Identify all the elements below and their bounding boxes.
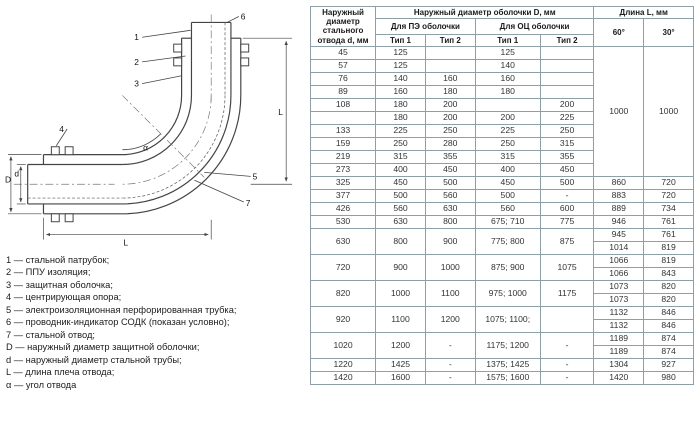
table-cell: 1575; 1600 bbox=[475, 371, 540, 384]
table-cell: 1420 bbox=[311, 371, 376, 384]
table-cell: 1220 bbox=[311, 358, 376, 371]
legend-list bbox=[4, 250, 302, 391]
table-cell: 250 bbox=[425, 124, 475, 137]
table-cell: 500 bbox=[475, 189, 540, 202]
legend-item: 1 — стальной патрубок; bbox=[6, 255, 110, 265]
table-cell: 846 bbox=[644, 306, 694, 319]
callout-6: 6 bbox=[240, 11, 246, 22]
header-oc-casing: Для ОЦ оболочки bbox=[475, 19, 594, 34]
table-cell: 920 bbox=[311, 306, 376, 332]
table-cell: 225 bbox=[376, 124, 426, 137]
table-cell: 630 bbox=[311, 228, 376, 254]
table-cell: 1000 bbox=[376, 280, 426, 306]
dim-label-d: d bbox=[14, 168, 20, 179]
table-cell: 160 bbox=[376, 85, 426, 98]
table-cell: 159 bbox=[311, 137, 376, 150]
table-cell: 819 bbox=[644, 254, 694, 267]
table-row bbox=[311, 228, 694, 241]
table-cell: 1100 bbox=[425, 280, 475, 306]
table-cell: 450 bbox=[475, 176, 540, 189]
table-cell: 125 bbox=[475, 46, 540, 59]
table-cell: 450 bbox=[540, 163, 594, 176]
callout-4: 4 bbox=[59, 123, 64, 134]
table-row bbox=[311, 371, 694, 384]
table-cell: 875 bbox=[540, 228, 594, 254]
left-panel bbox=[4, 6, 302, 428]
table-cell bbox=[540, 72, 594, 85]
table-row bbox=[311, 254, 694, 267]
table-cell: 1073 bbox=[594, 280, 644, 293]
sodk-conductor-line bbox=[28, 22, 225, 198]
table-cell: 225 bbox=[475, 124, 540, 137]
callout-1: 1 bbox=[134, 32, 139, 43]
table-cell: 1132 bbox=[594, 319, 644, 332]
table-cell: 45 bbox=[311, 46, 376, 59]
table-cell: 76 bbox=[311, 72, 376, 85]
table-cell: 1020 bbox=[311, 332, 376, 358]
table-cell: 820 bbox=[644, 280, 694, 293]
table-cell: 846 bbox=[644, 319, 694, 332]
table-cell: 1175; 1200 bbox=[475, 332, 540, 358]
table-cell: 1132 bbox=[594, 306, 644, 319]
coupling-blocks bbox=[51, 44, 248, 222]
table-cell: 720 bbox=[644, 176, 694, 189]
table-cell: 1014 bbox=[594, 241, 644, 254]
table-cell: 1075 bbox=[540, 254, 594, 280]
legend-item: 4 — центрирующая опора; bbox=[6, 292, 122, 303]
table-cell: 325 bbox=[311, 176, 376, 189]
table-cell: - bbox=[425, 371, 475, 384]
table-cell: 800 bbox=[425, 215, 475, 228]
table-cell: 900 bbox=[376, 254, 426, 280]
table-cell: 600 bbox=[540, 202, 594, 215]
header-oc-type1: Тип 1 bbox=[475, 34, 540, 46]
dim-label-L-horizontal: L bbox=[123, 237, 129, 248]
table-cell: - bbox=[540, 358, 594, 371]
table-cell: 560 bbox=[475, 202, 540, 215]
table-cell: 450 bbox=[376, 176, 426, 189]
header-pe-type2: Тип 2 bbox=[425, 34, 475, 46]
table-cell: 1075; 1100; bbox=[475, 306, 540, 332]
table-cell: 1375; 1425 bbox=[475, 358, 540, 371]
callout-2: 2 bbox=[134, 56, 139, 67]
header-angle-30: 30° bbox=[644, 19, 694, 47]
header-casing-diameter: Наружный диаметр оболочки D, мм bbox=[376, 7, 594, 19]
dimension-lines bbox=[8, 38, 292, 239]
table-cell: - bbox=[425, 332, 475, 358]
table-cell: 140 bbox=[475, 59, 540, 72]
table-cell: 675; 710 bbox=[475, 215, 540, 228]
table-cell: 200 bbox=[425, 98, 475, 111]
table-cell: 89 bbox=[311, 85, 376, 98]
table-cell: 889 bbox=[594, 202, 644, 215]
table-cell: 1066 bbox=[594, 267, 644, 280]
legend-item: 5 — электроизоляционная перфорированная трубка; bbox=[6, 304, 237, 315]
table-cell: 975; 1000 bbox=[475, 280, 540, 306]
table-cell: 1000 bbox=[425, 254, 475, 280]
table-cell: 180 bbox=[376, 111, 426, 124]
table-cell: 125 bbox=[376, 59, 426, 72]
table-cell bbox=[540, 59, 594, 72]
table-cell: 860 bbox=[594, 176, 644, 189]
table-cell: 900 bbox=[425, 228, 475, 254]
table-cell: 426 bbox=[311, 202, 376, 215]
table-cell: 500 bbox=[376, 189, 426, 202]
table-cell: 1200 bbox=[376, 332, 426, 358]
table-row bbox=[311, 202, 694, 215]
table-cell: 530 bbox=[311, 215, 376, 228]
table-cell: 200 bbox=[475, 111, 540, 124]
table-cell: 1066 bbox=[594, 254, 644, 267]
elbow-diagram bbox=[4, 6, 300, 249]
table-row bbox=[311, 332, 694, 345]
table-cell: 1420 bbox=[594, 371, 644, 384]
table-cell: 843 bbox=[644, 267, 694, 280]
legend-item: 3 — защитная оболочка; bbox=[6, 279, 113, 290]
table-cell: 874 bbox=[644, 332, 694, 345]
table-header bbox=[311, 7, 694, 47]
header-steel-diameter: Наружный диаметр стального отвода d, мм bbox=[311, 7, 376, 47]
table-cell bbox=[540, 46, 594, 59]
table-cell: 883 bbox=[594, 189, 644, 202]
legend-item: α — угол отвода bbox=[6, 379, 77, 390]
table-cell: 630 bbox=[425, 202, 475, 215]
diagram-panel bbox=[4, 6, 302, 250]
table-cell: 280 bbox=[425, 137, 475, 150]
table-cell: 560 bbox=[425, 189, 475, 202]
table-cell: 355 bbox=[425, 150, 475, 163]
table-cell: 1425 bbox=[376, 358, 426, 371]
table-cell bbox=[475, 98, 540, 111]
table-cell: 875; 900 bbox=[475, 254, 540, 280]
table-cell bbox=[540, 85, 594, 98]
table-cell: 734 bbox=[644, 202, 694, 215]
table-cell: 1073 bbox=[594, 293, 644, 306]
table-cell: 400 bbox=[376, 163, 426, 176]
table-cell: 200 bbox=[425, 111, 475, 124]
callout-5: 5 bbox=[252, 171, 258, 182]
table-cell: 400 bbox=[475, 163, 540, 176]
dimension-table-body bbox=[311, 46, 694, 384]
table-cell: 225 bbox=[540, 111, 594, 124]
table-cell: 219 bbox=[311, 150, 376, 163]
table-cell: 250 bbox=[540, 124, 594, 137]
table-cell: 57 bbox=[311, 59, 376, 72]
table-row bbox=[311, 280, 694, 293]
legend-item: 2 — ППУ изоляция; bbox=[6, 267, 91, 278]
table-panel bbox=[310, 6, 694, 428]
table-cell: 560 bbox=[376, 202, 426, 215]
table-cell: 945 bbox=[594, 228, 644, 241]
table-cell: 160 bbox=[475, 72, 540, 85]
table-row bbox=[311, 176, 694, 189]
table-cell: 820 bbox=[311, 280, 376, 306]
table-cell: 250 bbox=[475, 137, 540, 150]
table-row bbox=[311, 189, 694, 202]
dim-label-L-vertical: L bbox=[278, 107, 283, 118]
table-cell: 200 bbox=[540, 98, 594, 111]
table-cell: 630 bbox=[376, 215, 426, 228]
callout-7: 7 bbox=[245, 197, 251, 208]
table-cell: 720 bbox=[644, 189, 694, 202]
table-cell: 980 bbox=[644, 371, 694, 384]
table-cell: 355 bbox=[540, 150, 594, 163]
table-cell: 250 bbox=[376, 137, 426, 150]
table-cell: 946 bbox=[594, 215, 644, 228]
table-cell bbox=[425, 59, 475, 72]
dim-label-alpha: α bbox=[143, 142, 148, 153]
table-cell: 1000 bbox=[594, 46, 644, 176]
callout-leader-lines bbox=[56, 17, 250, 202]
table-cell: 761 bbox=[644, 215, 694, 228]
table-cell: 180 bbox=[376, 98, 426, 111]
pipe-outline bbox=[28, 22, 241, 213]
dimensions-table bbox=[310, 6, 694, 385]
table-cell: 1304 bbox=[594, 358, 644, 371]
table-cell: 874 bbox=[644, 345, 694, 358]
table-cell: - bbox=[540, 189, 594, 202]
table-cell: 133 bbox=[311, 124, 376, 137]
table-cell: 1175 bbox=[540, 280, 594, 306]
table-cell: 1200 bbox=[425, 306, 475, 332]
table-cell: 160 bbox=[425, 72, 475, 85]
header-length: Длина L, мм bbox=[594, 7, 694, 19]
legend-item: D — наружный диаметр защитной оболочки; bbox=[6, 342, 200, 353]
table-cell: 500 bbox=[425, 176, 475, 189]
table-row bbox=[311, 46, 694, 59]
table-cell bbox=[311, 111, 376, 124]
legend-item: 7 — стальной отвод; bbox=[6, 329, 95, 340]
table-cell: 800 bbox=[376, 228, 426, 254]
table-cell: 1189 bbox=[594, 332, 644, 345]
header-angle-60: 60° bbox=[594, 19, 644, 47]
table-cell: - bbox=[425, 358, 475, 371]
table-cell: 180 bbox=[475, 85, 540, 98]
table-cell: 927 bbox=[644, 358, 694, 371]
table-cell: 315 bbox=[376, 150, 426, 163]
dim-label-D: D bbox=[4, 174, 12, 185]
legend-item: L — длина плеча отвода; bbox=[6, 367, 115, 378]
table-row bbox=[311, 215, 694, 228]
table-cell: - bbox=[540, 371, 594, 384]
table-cell: 1600 bbox=[376, 371, 426, 384]
table-cell: 450 bbox=[425, 163, 475, 176]
table-row bbox=[311, 306, 694, 319]
table-cell: 108 bbox=[311, 98, 376, 111]
header-pe-type1: Тип 1 bbox=[376, 34, 426, 46]
table-cell: 273 bbox=[311, 163, 376, 176]
table-cell: 1189 bbox=[594, 345, 644, 358]
header-oc-type2: Тип 2 bbox=[540, 34, 594, 46]
callout-3: 3 bbox=[134, 78, 139, 89]
table-cell bbox=[540, 306, 594, 332]
table-cell: 775; 800 bbox=[475, 228, 540, 254]
table-cell: 775 bbox=[540, 215, 594, 228]
legend-item: d — наружный диаметр стальной трубы; bbox=[6, 354, 182, 365]
table-cell: 500 bbox=[540, 176, 594, 189]
table-cell: 1000 bbox=[644, 46, 694, 176]
table-cell: 315 bbox=[540, 137, 594, 150]
table-cell: 820 bbox=[644, 293, 694, 306]
legend-item: 6 — проводник-индикатор СОДК (показан условно); bbox=[6, 317, 230, 328]
table-cell: 125 bbox=[376, 46, 426, 59]
table-cell: 761 bbox=[644, 228, 694, 241]
table-cell: 315 bbox=[475, 150, 540, 163]
header-pe-casing: Для ПЭ оболочки bbox=[376, 19, 476, 34]
table-cell: 1100 bbox=[376, 306, 426, 332]
table-cell bbox=[425, 46, 475, 59]
table-cell: 180 bbox=[425, 85, 475, 98]
table-cell: 377 bbox=[311, 189, 376, 202]
table-cell: 140 bbox=[376, 72, 426, 85]
table-cell: 819 bbox=[644, 241, 694, 254]
table-cell: 720 bbox=[311, 254, 376, 280]
table-row bbox=[311, 358, 694, 371]
table-cell: - bbox=[540, 332, 594, 358]
